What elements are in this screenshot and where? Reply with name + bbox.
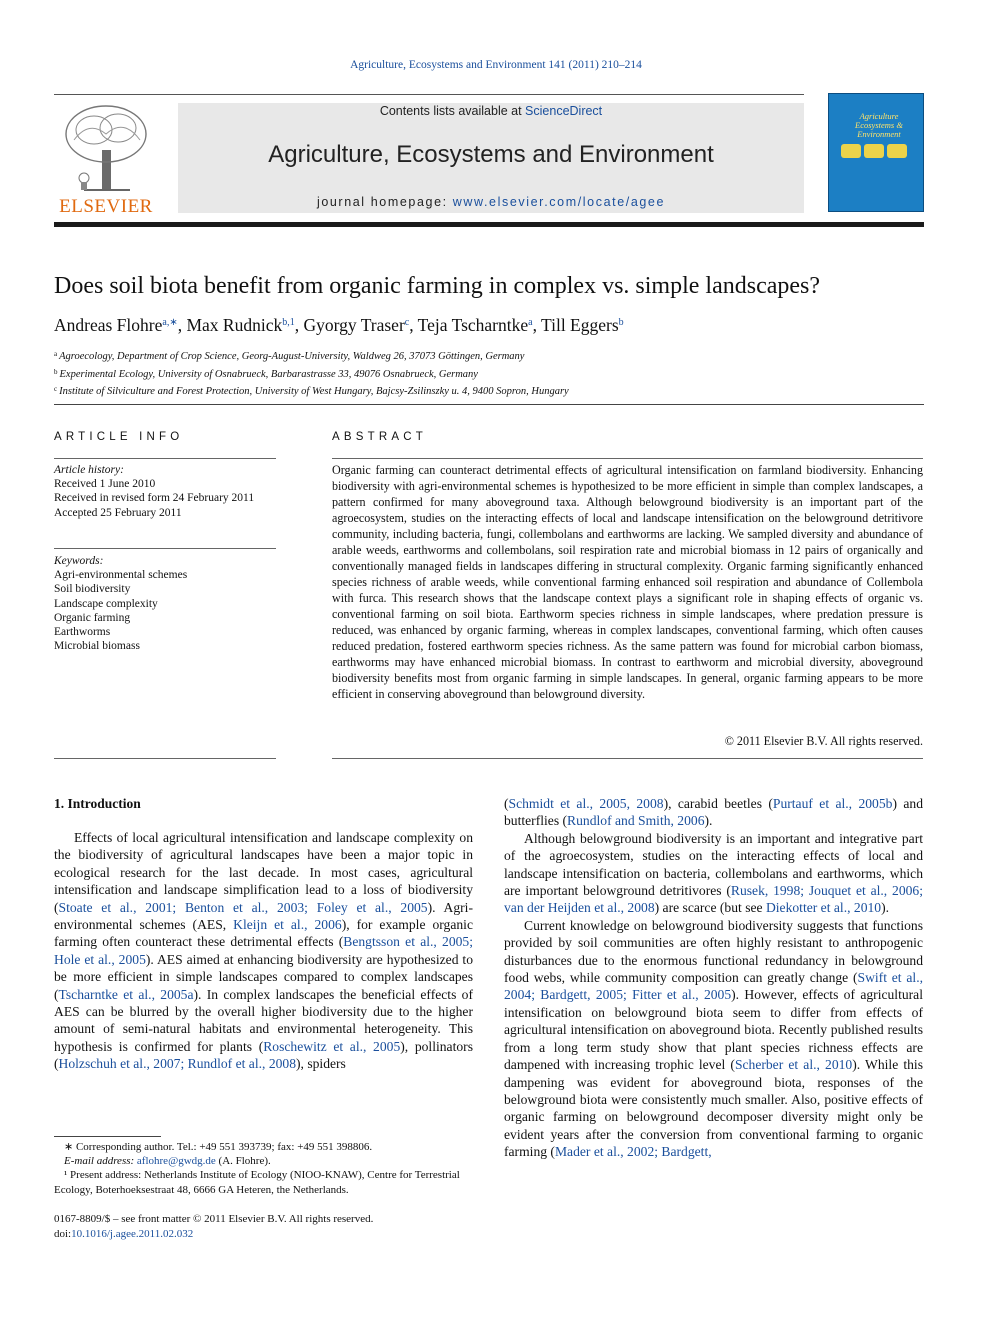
paragraph	[54, 829, 473, 1073]
keyword: Landscape complexity	[54, 597, 158, 610]
homepage-link[interactable]: www.elsevier.com/locate/agee	[452, 195, 666, 209]
cover-badges	[841, 144, 907, 158]
divider	[54, 758, 276, 759]
issn-line: 0167-8809/$ – see front matter © 2011 Elsevier B.V. All rights reserved.	[54, 1213, 374, 1225]
citation-link[interactable]: Swift et al., 2004; Bardgett, 2005; Fitter et al., 2005	[504, 970, 923, 1003]
author-name[interactable]: Till Eggers	[541, 315, 619, 335]
history-item: Received in revised form 24 February 2011	[54, 492, 255, 505]
article-info-heading: ARTICLE INFO	[54, 431, 184, 443]
body-column-left	[54, 829, 473, 1073]
email-link[interactable]: aflohre@gwdg.de	[136, 1155, 216, 1168]
body-text: Although belowground biodiversity is an important and integrative part of the agroecosystem, studies on the interacting effects of local and landscape intensification on bacteria, collembolans and earthworms, which are important belowground detritivores (	[504, 830, 923, 899]
body-text: Effects of local agricultural intensification and landscape complexity on the biodiversity of agricultural landscapes have been a major topic in ecological research for the last decade. In most cases, agricultural intensification and landscape simplification lead to a loss of biodiversity (	[54, 830, 473, 915]
footnote-corresponding: ∗ Corresponding author. Tel.: +49 551 393739; fax: +49 551 398806.	[64, 1141, 373, 1153]
citation-link[interactable]: Scherber et al., 2010	[734, 1057, 853, 1073]
contents-line: Contents lists available at ScienceDirect	[379, 104, 603, 118]
citation-link[interactable]: Purtauf et al., 2005b	[772, 796, 893, 811]
keyword: Soil biodiversity	[54, 583, 131, 596]
affiliation: $^c$ Institute of Silviculture and Forest Protection, University of West Hungary, Bajcsy-Zsilinszky u. 4, 9400 Sopron, Hungary	[54, 385, 569, 397]
body-text: ), for example organic farming often counteract these detrimental effects (	[54, 917, 473, 950]
keyword: Organic farming	[54, 611, 131, 624]
body-text: ). While this dampening was evident for aboveground biota, responses of the belowground biota were consistently much smaller. Also, positive effects of organic farming on belowground decomposer diversity might only be evident years after the conversion from conventional farming to organic farming (	[504, 1057, 923, 1160]
section-rule	[54, 404, 924, 405]
keyword: Earthworms	[54, 626, 111, 639]
citation-link[interactable]: Diekotter et al., 2010	[765, 900, 882, 916]
citation-link[interactable]: Tscharntke et al., 2005a	[58, 986, 194, 1002]
divider	[54, 458, 276, 459]
paragraph	[504, 830, 923, 917]
affiliation: $^a$ Agroecology, Department of Crop Science, Georg-August-University, Waldweg 26, 37073 Göttingen, Germany	[54, 350, 525, 362]
journal-title: Agriculture, Ecosystems and Environment	[268, 141, 714, 168]
citation-link[interactable]: Mader et al., 2002; Bardgett,	[554, 1144, 712, 1160]
author-name[interactable]: Gyorgy Traser	[303, 315, 405, 335]
body-text: ), pollinators (	[54, 1038, 473, 1072]
author-affiliation-marker[interactable]: a	[528, 317, 533, 328]
body-text: (	[504, 796, 509, 811]
divider	[54, 548, 276, 549]
keyword: Microbial biomass	[54, 640, 140, 653]
author-affiliation-marker[interactable]: b	[618, 317, 624, 328]
history-item: Received 1 June 2010	[54, 478, 156, 491]
history-item: Accepted 25 February 2011	[54, 506, 182, 519]
author-affiliation-marker[interactable]: a,∗	[162, 317, 178, 328]
body-column-right	[504, 795, 923, 1161]
body-text: ) are scarce (but see	[654, 900, 766, 916]
paragraph	[504, 795, 923, 830]
author-name[interactable]: Teja Tscharntke	[417, 315, 529, 335]
header-thick-rule	[54, 222, 924, 227]
cover-title: Agriculture Ecosystems & Environment	[855, 111, 903, 139]
section-heading-introduction: 1. Introduction	[54, 796, 141, 811]
author-name[interactable]: Andreas Flohre	[54, 315, 163, 335]
body-text: ).	[704, 813, 713, 829]
keyword: Agri-environmental schemes	[54, 569, 188, 582]
journal-homepage: journal homepage: www.elsevier.com/locate/agee	[316, 195, 666, 209]
citation-link[interactable]: Rundlof and Smith, 2006	[567, 813, 705, 829]
footnote-email: E-mail address: aflohre@gwdg.de (A. Flohre).	[64, 1155, 271, 1168]
author-name[interactable]: Max Rudnick	[186, 315, 283, 335]
journal-masthead	[178, 103, 804, 213]
author-list: Andreas Flohre$^{a,∗}$, Max Rudnick$^{b,1}$, Gyorgy Traser$^c$, Teja Tscharntke$^a$, Till Eggers$^b$	[54, 315, 624, 335]
citation-link[interactable]: Bengtsson et al., 2005; Hole et al., 2005	[54, 934, 473, 967]
body-text: ). Agri-environmental schemes (AES,	[54, 899, 473, 933]
citation-link[interactable]: Kleijn et al., 2006	[233, 917, 342, 933]
body-text: ). In complex landscapes the beneficial effects of AES can be blurred by the overall higher biodiversity due to the higher amount of semi-natural habitats and environmental heterogeneity. This hypothesis is confirmed for plants (	[54, 986, 473, 1054]
imprint	[54, 1212, 373, 1241]
body-text: Current knowledge on belowground biodiversity suggests that functions provided by soil communities are often highly resistant to anthropogenic disturbances due to the enormous functional redundancy in belowground food webs, while community composition can greatly change (	[504, 917, 923, 986]
citation-link[interactable]: Holzschuh et al., 2007; Rundlof et al., 2008	[58, 1056, 297, 1072]
header-rule	[54, 94, 804, 95]
affiliation-list	[54, 347, 569, 400]
citation-link[interactable]: Schmidt et al., 2005, 2008	[508, 796, 664, 811]
divider	[332, 758, 923, 759]
doi-line: doi:10.1016/j.agee.2011.02.032	[54, 1227, 194, 1240]
affiliation: $^b$ Experimental Ecology, University of Osnabrueck, Barbarastrasse 33, 49076 Osnabrueck, Germany	[54, 367, 478, 380]
journal-cover-image[interactable]	[828, 93, 924, 212]
footnotes	[54, 1140, 473, 1197]
body-text: ), carabid beetles (	[663, 796, 773, 811]
body-text: ) and butterflies (	[504, 796, 923, 829]
divider	[332, 458, 923, 459]
abstract-heading: ABSTRACT	[332, 431, 427, 443]
body-text: ). However, effects of agricultural intensification on belowground biota seem to differ from effects of agricultural intensification on aboveground biota. Recently published results from a long term study show that plant species richness effects are dampened with increasing trophic level (	[504, 987, 923, 1073]
citation-link[interactable]: Rusek, 1998; Jouquet et al., 2006; van der Heijden et al., 2008	[504, 883, 923, 916]
citation-link[interactable]: Stoate et al., 2001; Benton et al., 2003; Foley et al., 2005	[58, 899, 428, 915]
footnote-present-address: ¹ Present address: Netherlands Institute of Ecology (NIOO-KNAW), Centre for Terrestrial Ecology, Boterhoeksestraat 48, 6666 GA Heteren, the Netherlands.	[54, 1169, 460, 1196]
journal-citation[interactable]: Agriculture, Ecosystems and Environment 141 (2011) 210–214	[350, 59, 642, 71]
author-affiliation-marker[interactable]: b,1	[282, 317, 295, 328]
abstract-text: Organic farming can counteract detrimental effects of agricultural intensification on farmland biodiversity. Enhancing biodiversity with agri-environmental schemes is hypothesized to be more efficient in simple than complex landscapes, a pattern confirmed for many aboveground taxa. Although belowground biodiversity is an important part of the agroecosystem, studies on the interacting effects of local and landscape intensification on the belowground detritivore community, including bacteria, fungi, collembolans and earthworms are lacking. We sampled diversity and abundance of arable weeds, earthworms and collembolans, soil respiration rate and microbial biomass in 12 pairs of organically and conventionally managed fields in landscapes differing in structural complexity. Organic farming significantly enhanced species richness of arable weeds, while conventional farming enhanced soil respiration and abundance of Collembola with furca. This research shows that the landscape context plays a significant role in shaping effects of organic vs. conventional farming on soil biota. Earthworm species richness in simple landscapes, where predation pressure is reduced, was enhanced by organic farming, whereas in complex landscapes, conventional farming, which often causes reduced predation, fostered earthworm species richness. As the same pattern was found for microbial carbon biomass, earthworms may have enhanced microbial biomass. In contrast to earthworm and microbial diversity, aboveground biodiversity benefits most from organic farming in simple landscapes. In general, organic farming appears to be more efficient in conserving aboveground than belowground diversity.	[332, 463, 923, 701]
article-history: Article history: Received 1 June 2010 Received in revised form 24 February 2011 Accepted 25 February 2011	[54, 464, 255, 519]
article-title: Does soil biota benefit from organic farming in complex vs. simple landscapes?	[54, 273, 821, 299]
elsevier-logo[interactable]	[54, 100, 158, 218]
citation-link[interactable]: Roschewitz et al., 2005	[263, 1038, 401, 1054]
body-text: ). AES aimed at enhancing biodiversity are hypothesized to be more efficient in simple landscapes compared to complex landscapes (	[54, 951, 474, 1002]
tree-icon	[54, 100, 158, 196]
keyword-list: Keywords: Agri-environmental schemes Soil biodiversity Landscape complexity Organic farming Earthworms Microbial biomass	[54, 555, 188, 653]
copyright-line: © 2011 Elsevier B.V. All rights reserved.	[724, 734, 923, 748]
author-affiliation-marker[interactable]: c	[404, 317, 410, 328]
doi-link[interactable]: 10.1016/j.agee.2011.02.032	[71, 1227, 194, 1240]
sciencedirect-link[interactable]: ScienceDirect	[525, 104, 603, 118]
body-text: ).	[881, 900, 890, 916]
body-text: ), spiders	[296, 1056, 346, 1072]
publisher-logo-text: ELSEVIER	[59, 196, 153, 217]
footnote-rule	[54, 1136, 161, 1137]
paragraph	[504, 917, 923, 1161]
